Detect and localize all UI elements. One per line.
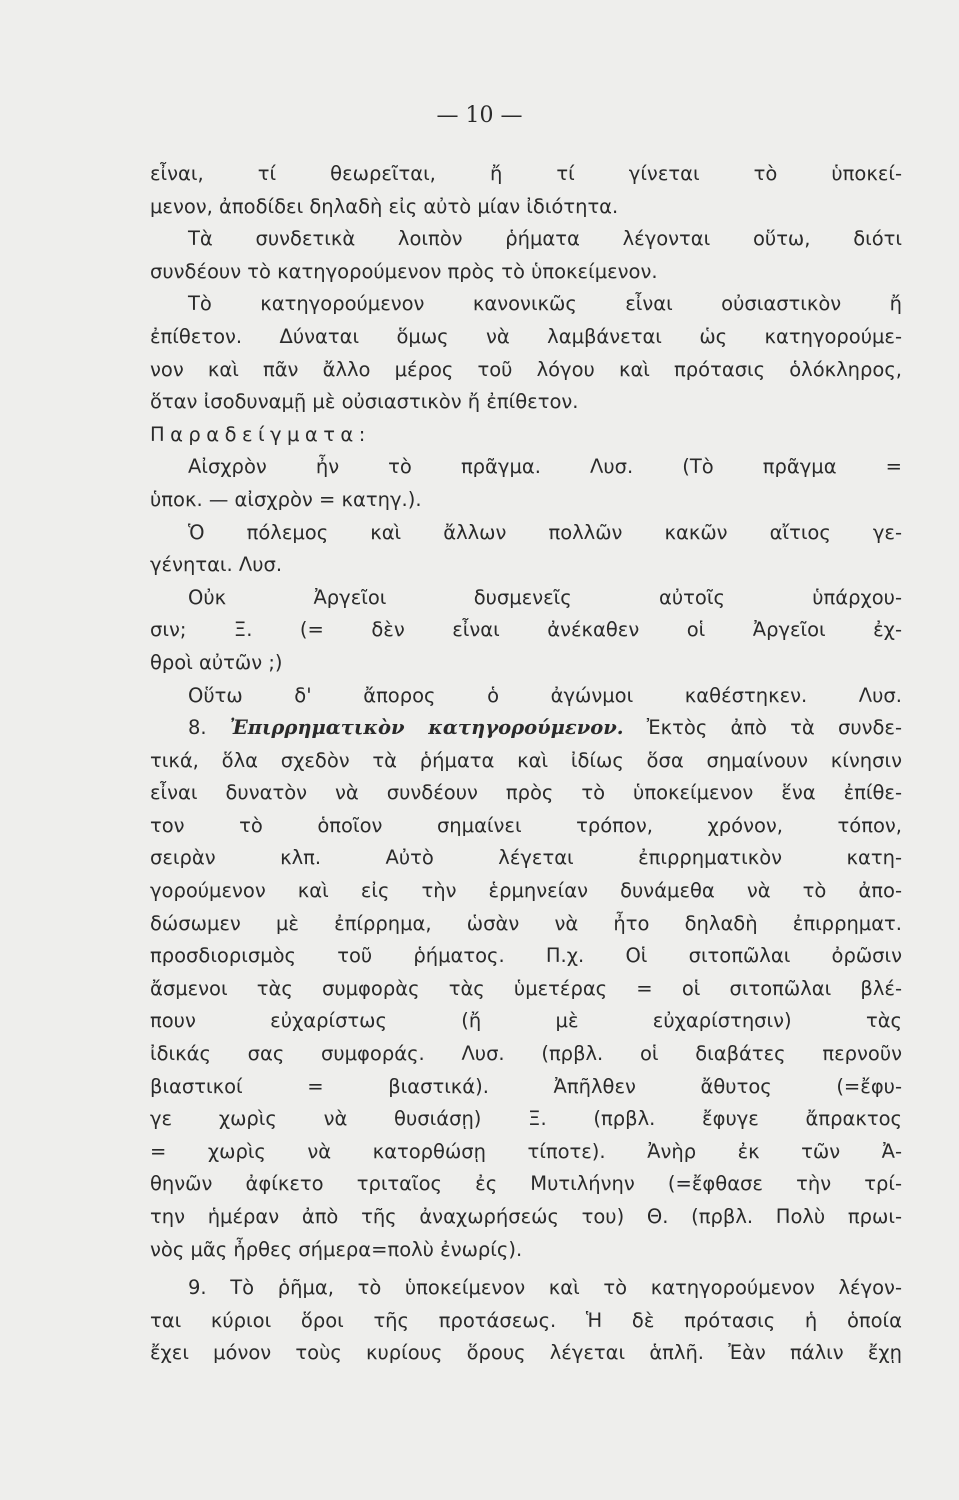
text-line: την ἡμέραν ἀπὸ τῆς ἀναχωρήσεώς του) Θ. (πρβλ. Πολὺ πρωι-	[150, 1205, 902, 1228]
text-line: σιν; Ξ. (= δὲν εἶναι ἀνέκαθεν οἱ Ἀργεῖοι ἐχ-	[150, 618, 902, 642]
text-line: βιαστικοί = βιαστικά). Ἀπῆλθεν ἄθυτος (=ἔφυ-	[150, 1074, 902, 1098]
text-line: θηνῶν ἀφίκετο τριταῖος ἐς Μυτιλήνην (=ἔφθασε τὴν τρί-	[150, 1172, 902, 1196]
text-line: ἐπίθετον. Δύναται ὅμως νὰ λαμβάνεται ὡς κατηγορούμε-	[150, 324, 902, 348]
text-line: γε χωρὶς νὰ θυσιάσῃ) Ξ. (πρβλ. ἔφυγε ἄπρακτος	[150, 1107, 902, 1131]
text-line: προσδιορισμὸς τοῦ ῥήματος. Π.χ. Οἱ σιτοπῶλαι ὀρῶσιν	[150, 944, 902, 968]
examples-heading: Παραδείγματα:	[150, 422, 371, 446]
text-line: Τὸ κατηγορούμενον κανονικῶς εἶναι οὐσιαστικὸν ἤ	[188, 292, 902, 316]
text-line: γένηται. Λυσ.	[150, 553, 283, 577]
text-line: 9. Τὸ ῥῆμα, τὸ ὑποκείμενον καὶ τὸ κατηγορούμενον λέγον-	[188, 1276, 902, 1300]
text-line: εἶναι, τί θεωρεῖται, ἤ τί γίνεται τὸ ὑποκεί-	[150, 162, 902, 185]
text-line: συνδέουν τὸ κατηγορούμενον πρὸς τὸ ὑποκείμενον.	[150, 259, 658, 283]
text-line: εἶναι δυνατὸν νὰ συνδέουν πρὸς τὸ ὑποκείμενον ἕνα ἐπίθε-	[150, 781, 902, 805]
text-line: ἰδικάς σας συμφοράς. Λυσ. (πρβλ. οἱ διαβάτες περνοῦν	[150, 1042, 902, 1066]
text-line: ὑποκ. — αἰσχρὸν = κατηγ.).	[150, 487, 422, 511]
text-line: νὸς μᾶς ἦρθες σήμερα=πολὺ ἐνωρίς).	[150, 1237, 523, 1261]
text-line: Ὁ πόλεμος καὶ ἄλλων πολλῶν κακῶν αἴτιος γε-	[188, 520, 902, 544]
text-line: Οὐκ Ἀργεῖοι δυσμενεῖς αὐτοῖς ὑπάρχου-	[188, 585, 902, 609]
text-line: θροὶ αὐτῶν ;)	[150, 650, 283, 674]
text-line: τον τὸ ὁποῖον σημαίνει τρόπον, χρόνον, τόπον,	[150, 813, 902, 837]
text-line: γορούμενον καὶ εἰς τὴν ἑρμηνείαν δυνάμεθα νὰ τὸ ἀπο-	[150, 879, 902, 903]
text-line: Τὰ συνδετικὰ λοιπὸν ῥήματα λέγονται οὕτω, διότι	[188, 227, 902, 251]
text-line: ἔχει μόνον τοὺς κυρίους ὅρους λέγεται ἁπλῆ. Ἐὰν πάλιν ἔχῃ	[150, 1341, 902, 1365]
section-heading: Ἐπιρρηματικὸν κατηγορούμενον.	[229, 716, 624, 740]
section-number: 8.	[188, 716, 207, 740]
text-line: ἄσμενοι τὰς συμφορὰς τὰς ὑμετέρας = οἱ σιτοπῶλαι βλέ-	[150, 976, 902, 1000]
text-line: ὅταν ἰσοδυναμῇ μὲ οὐσιαστικὸν ἤ ἐπίθετον.	[150, 390, 579, 414]
text-line: σειρὰν κλπ. Αὐτὸ λέγεται ἐπιρρηματικὸν κατη-	[150, 846, 902, 870]
text-line: τικά, ὅλα σχεδὸν τὰ ῥήματα καὶ ἰδίως ὅσα σημαίνουν κίνησιν	[150, 748, 902, 772]
text-line: πουν εὐχαρίστως (ἤ μὲ εὐχαρίστησιν) τὰς	[150, 1009, 902, 1033]
text-line: δώσωμεν μὲ ἐπίρρημα, ὡσὰν νὰ ἦτο δηλαδὴ ἐπιρρηματ.	[150, 911, 902, 935]
section-8-line	[150, 712, 902, 745]
text-span: Ἐκτὸς ἀπὸ τὰ συνδε-	[646, 716, 903, 740]
text-line: μενον, ἀποδίδει δηλαδὴ εἰς αὐτὸ μίαν ἰδιότητα.	[150, 194, 619, 218]
page-body	[150, 158, 902, 1370]
text-line: = χωρὶς νὰ κατορθώσῃ τίποτε). Ἀνὴρ ἐκ τῶν Ἀ-	[150, 1139, 902, 1163]
text-line: Αἰσχρὸν ἦν τὸ πρᾶγμα. Λυσ. (Τὸ πρᾶγμα =	[188, 455, 902, 479]
text-line: νον καὶ πᾶν ἄλλο μέρος τοῦ λόγου καὶ πρότασις ὁλόκληρος,	[150, 357, 902, 381]
page-number: — 10 —	[436, 103, 523, 128]
text-line: ται κύριοι ὅροι τῆς προτάσεως. Ἡ δὲ πρότασις ἡ ὁποία	[150, 1308, 902, 1332]
text-line: Οὕτω δ' ἄπορος ὁ ἀγώνμοι καθέστηκεν. Λυσ.	[188, 683, 902, 707]
